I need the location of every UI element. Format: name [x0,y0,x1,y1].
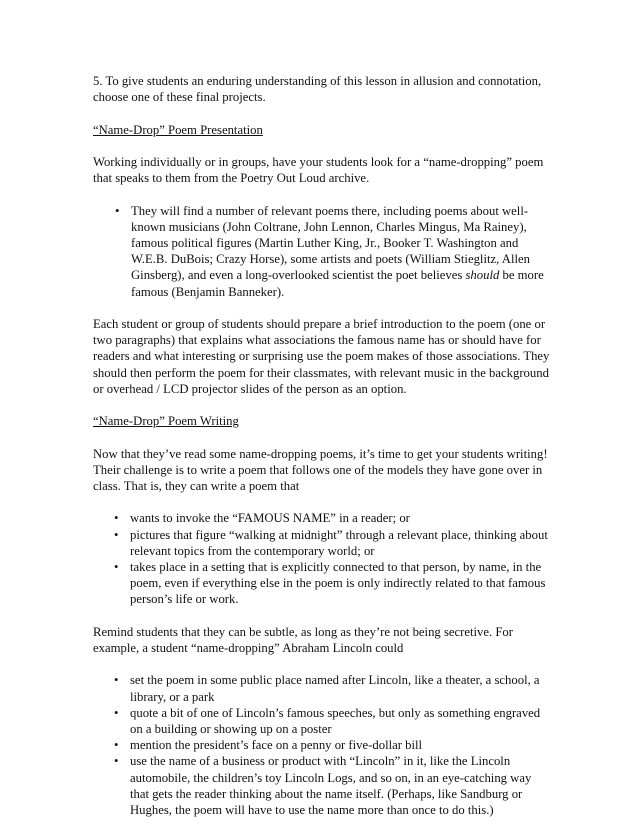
presentation-bullet-list [93,203,553,300]
list-item [93,527,553,559]
list-item-text: use the name of a business or product with “Lincoln” in it, like the Lincoln automobile, the children’s toy Lincoln Logs, and so on, in an eye-catching way that gets the reader thinking about the name itself. (Perhaps, like Sandburg or Hughes, the poem will have to use the name more than once to do this.) [130,754,532,817]
list-item-text: They will find a number of relevant poems there, including poems about well-known musicians (John Coltrane, John Lennon, Charles Mingus, Ma Rainey), famous political figures (Martin Luther King, Jr., Booker T. Washington and W.E.B. DuBois; Crazy Horse), some artists and poets (William Stieglitz, Allen Ginsberg), and even a long-overlooked scientist the poet believes should be more famous (Benjamin Banneker). [131,203,544,299]
bullet-icon: • [114,511,119,526]
presentation-paragraph-1: Working individually or in groups, have your students look for a “name-dropping” poem that speaks to them from the Poetry Out Loud archive. [93,154,544,186]
lincoln-bullet-list [93,672,553,818]
list-item-text: set the poem in some public place named after Lincoln, like a theater, a school, a library, or a park [130,673,540,704]
section-heading-presentation: “Name-Drop” Poem Presentation [93,122,263,137]
list-item-text: pictures that figure “walking at midnight” through a relevant place, thinking about relevant topics from the contemporary world; or [130,527,548,558]
bullet-icon: • [114,527,119,542]
writing-paragraph-2: Remind students that they can be subtle, as long as they’re not being secretive. For example, a student “name-dropping” Abraham Lincoln could [93,624,513,655]
list-item [93,203,553,300]
writing-paragraph-1: Now that they’ve read some name-dropping poems, it’s time to get your students writing! Their challenge is to write a poem that follows one of the models they have gone over in class. That is, they can write a poem that [93,446,548,493]
presentation-paragraph-2: Each student or group of students should prepare a brief introduction to the poem (one or two paragraphs) that explains what associations the famous name has or should have for readers and what interesting or surprising use the poem makes of those associations. They should then perform the poem for their classmates, with relevant music in the background or overhead / LCD projector slides of the person as an option. [93,316,550,396]
list-item-text: wants to invoke the “FAMOUS NAME” in a reader; or [130,511,410,526]
bullet-icon: • [114,754,119,769]
intro-paragraph: 5. To give students an enduring understanding of this lesson in allusion and connotation, choose one of these final projects. [93,74,542,105]
bullet-icon: • [115,203,120,218]
list-item-text: mention the president’s face on a penny or five-dollar bill [130,738,423,753]
list-item [93,672,553,704]
bullet-icon: • [114,559,119,574]
list-item [93,559,553,608]
bullet-icon: • [114,705,119,720]
document-body [93,73,553,818]
list-item [93,705,553,737]
list-item [93,753,553,818]
bullet-icon: • [114,673,119,688]
writing-bullet-list [93,510,553,607]
list-item [93,510,553,526]
list-item-text: quote a bit of one of Lincoln’s famous speeches, but only as something engraved on a building or showing up on a poster [130,705,541,736]
bullet-icon: • [114,738,119,753]
list-item-text: takes place in a setting that is explicitly connected to that person, by name, in the poem, even if everything else in the poem is only indirectly related to that famous person’s life or work. [130,559,546,607]
section-heading-writing: “Name-Drop” Poem Writing [93,414,239,429]
list-item [93,737,553,753]
